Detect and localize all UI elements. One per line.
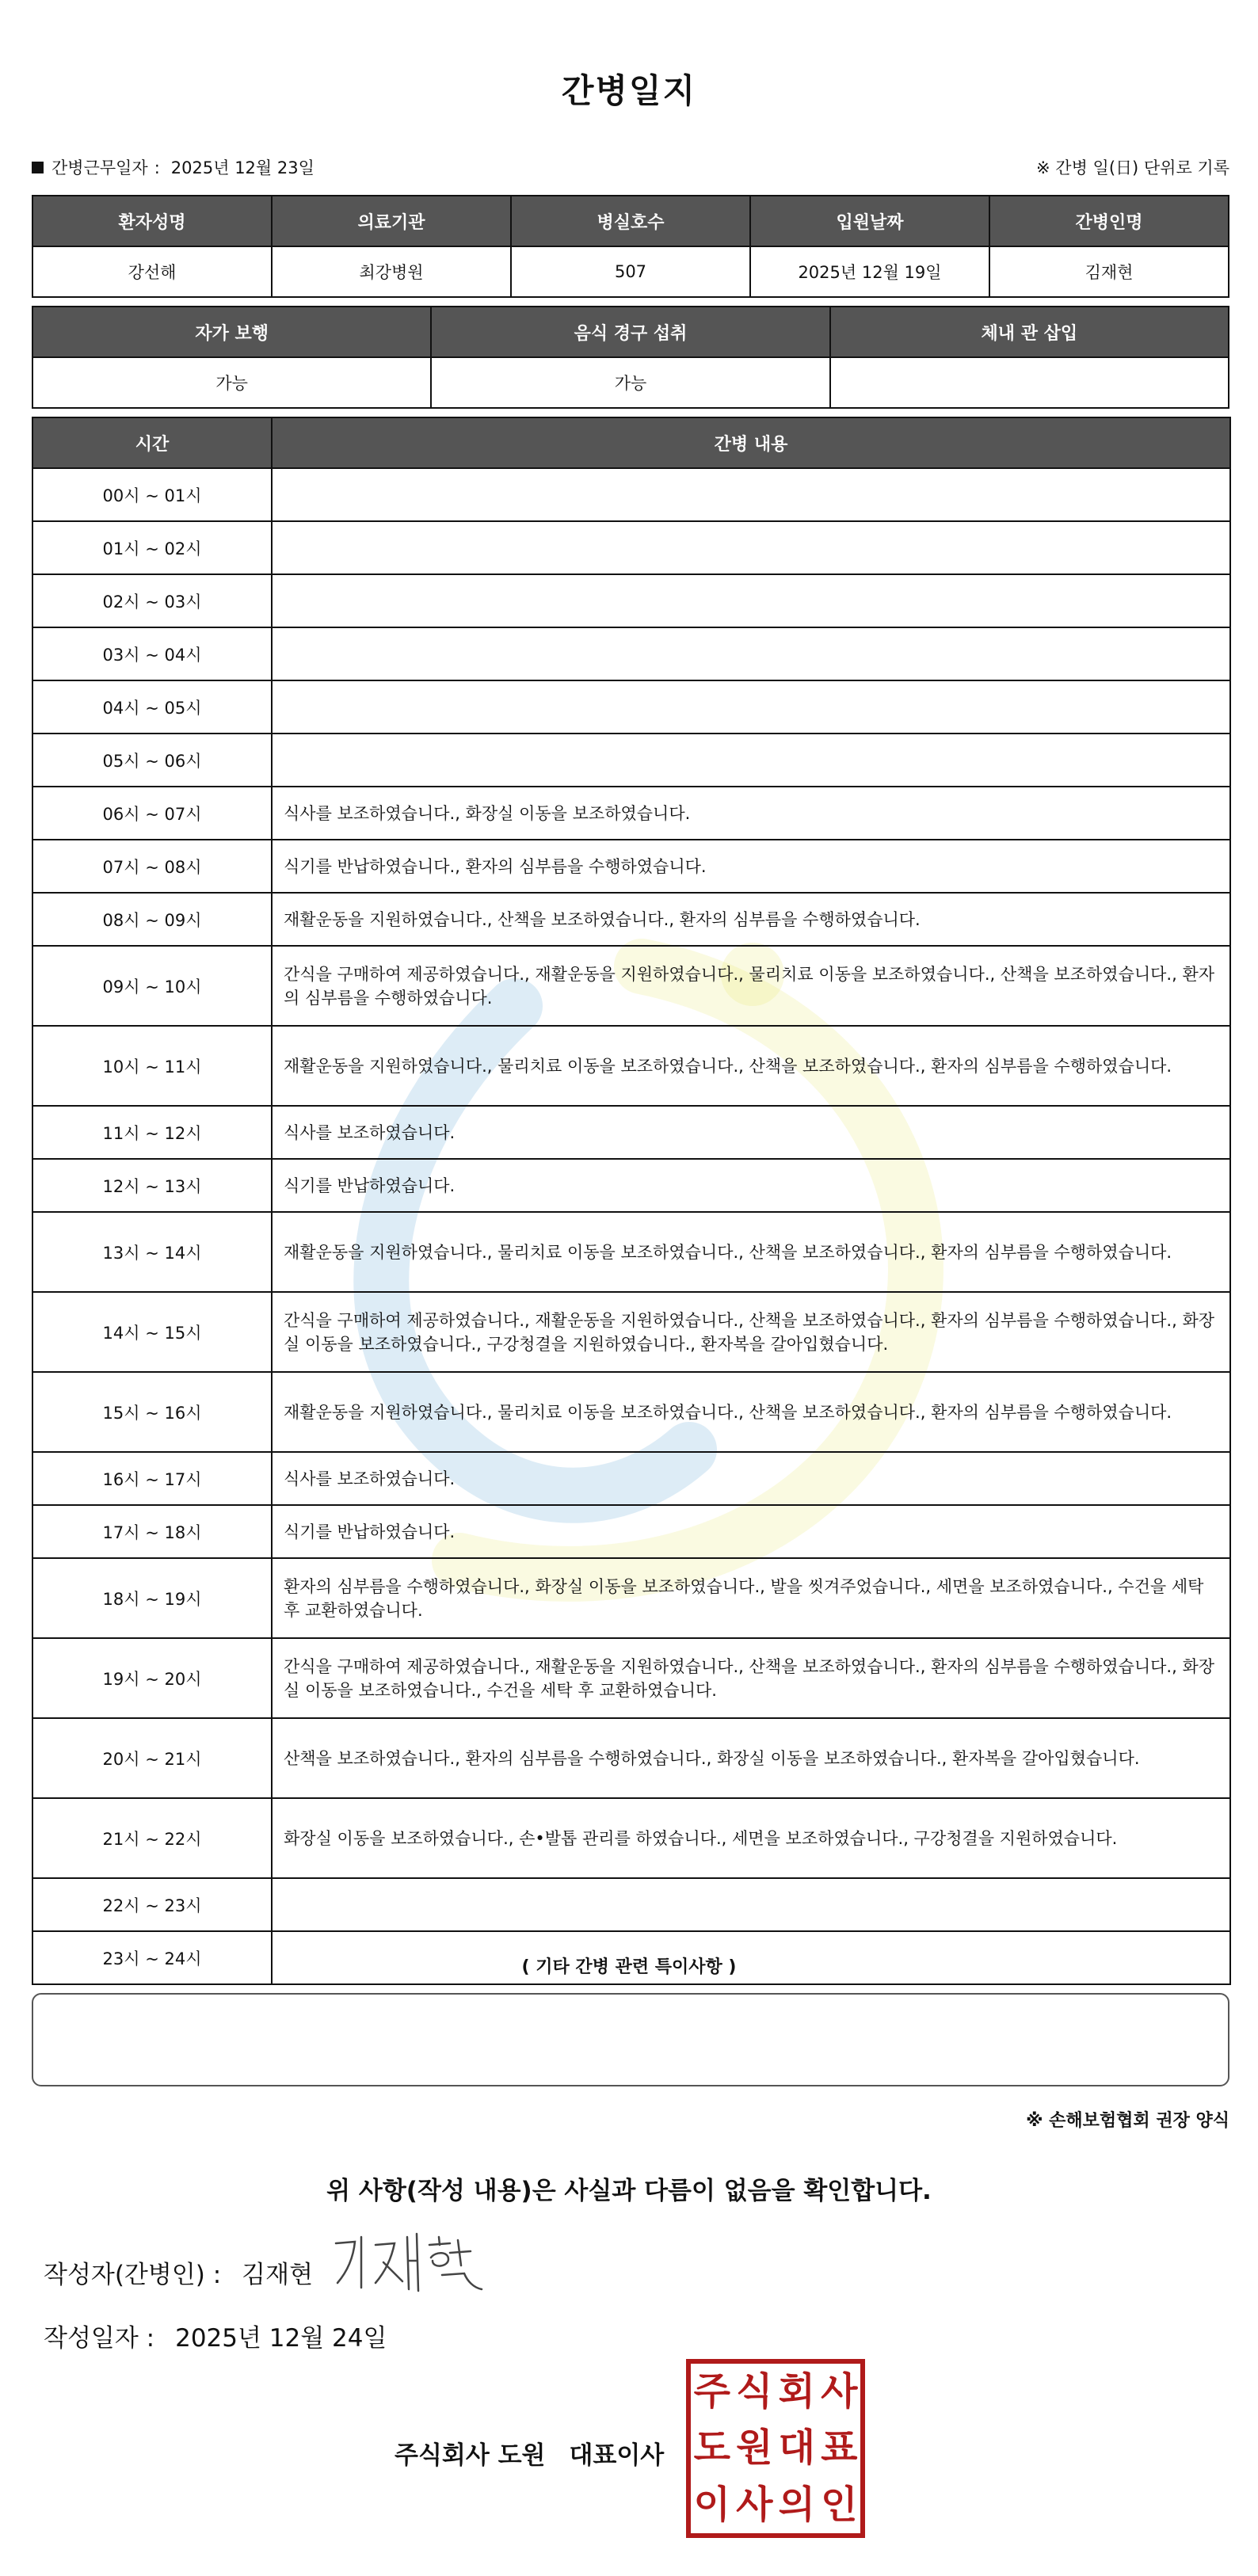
- content-cell: 재활운동을 지원하였습니다., 물리치료 이동을 보조하였습니다., 산책을 보조하였습니다., 환자의 심부름을 수행하였습니다.: [272, 1212, 1230, 1292]
- time-cell: 13시 ~ 14시: [32, 1212, 272, 1292]
- self-walking-value: 가능: [32, 357, 431, 408]
- content-cell: [272, 1878, 1230, 1931]
- header-cell: 입원날짜: [750, 196, 989, 246]
- time-cell: 16시 ~ 17시: [32, 1452, 272, 1505]
- separator: :: [154, 158, 160, 177]
- table-row: [32, 1159, 1230, 1212]
- seal-char: 사: [821, 2369, 858, 2414]
- time-cell: 11시 ~ 12시: [32, 1106, 272, 1159]
- table-row: [32, 1798, 1230, 1878]
- seal-char: 도: [693, 2425, 730, 2471]
- table-row: [32, 1212, 1230, 1292]
- content-cell: 식기를 반납하였습니다., 환자의 심부름을 수행하였습니다.: [272, 840, 1230, 893]
- company-seal: [686, 2359, 865, 2538]
- content-cell: 화장실 이동을 보조하였습니다., 손•발톱 관리를 하였습니다., 세면을 보조하였습니다., 구강청결을 지원하였습니다.: [272, 1798, 1230, 1878]
- header-cell: 음식 경구 섭취: [431, 307, 829, 357]
- company-title: 대표이사: [569, 2441, 665, 2470]
- company-name: 주식회사 도원: [395, 2441, 546, 2470]
- time-cell: 15시 ~ 16시: [32, 1372, 272, 1452]
- time-cell: 07시 ~ 08시: [32, 840, 272, 893]
- time-cell: 08시 ~ 09시: [32, 893, 272, 946]
- content-cell: 간식을 구매하여 제공하였습니다., 재활운동을 지원하였습니다., 산책을 보조하였습니다., 환자의 심부름을 수행하였습니다., 화장실 이동을 보조하였습니다., 수건을 세탁 후 교환하였습니다.: [272, 1638, 1230, 1718]
- content-cell: 식사를 보조하였습니다.: [272, 1106, 1230, 1159]
- seal-char: 주: [693, 2369, 730, 2414]
- content-cell: 재활운동을 지원하였습니다., 물리치료 이동을 보조하였습니다., 산책을 보조하였습니다., 환자의 심부름을 수행하였습니다.: [272, 1026, 1230, 1106]
- work-date: [32, 155, 314, 179]
- table-row: [32, 946, 1230, 1026]
- seal-char: 원: [736, 2425, 773, 2471]
- header-cell-time: 시간: [32, 417, 272, 468]
- seal-char: 식: [736, 2369, 773, 2414]
- content-cell: 간식을 구매하여 제공하였습니다., 재활운동을 지원하였습니다., 물리치료 이동을 보조하였습니다., 산책을 보조하였습니다., 환자의 심부름을 수행하였습니다.: [272, 946, 1230, 1026]
- content-cell: [272, 521, 1230, 574]
- content-cell: [272, 734, 1230, 787]
- header-cell: 체내 관 삽입: [830, 307, 1229, 357]
- writer-name: 김재현: [242, 2261, 314, 2289]
- caregiver-name: 김재현: [989, 246, 1229, 297]
- table-row: [32, 893, 1230, 946]
- time-cell: 21시 ~ 22시: [32, 1798, 272, 1878]
- patient-info-table: [32, 195, 1229, 298]
- table-row: [32, 1558, 1230, 1638]
- seal-char: 사: [736, 2482, 773, 2527]
- patient-status-table: [32, 306, 1229, 409]
- header-cell-content: 간병 내용: [272, 417, 1230, 468]
- meta-row: [32, 155, 1229, 179]
- table-row: [32, 627, 1230, 680]
- written-date: [44, 2318, 387, 2353]
- table-row: [32, 1505, 1230, 1558]
- time-cell: 02시 ~ 03시: [32, 574, 272, 627]
- page-title: 간병일지: [561, 71, 697, 110]
- record-note: ※ 간병 일(日) 단위로 기록: [1036, 158, 1229, 177]
- content-cell: 재활운동을 지원하였습니다., 산책을 보조하였습니다., 환자의 심부름을 수행하였습니다.: [272, 893, 1230, 946]
- company-signature: [395, 2435, 664, 2471]
- header-cell: 간병인명: [989, 196, 1229, 246]
- content-cell: 식기를 반납하였습니다.: [272, 1159, 1230, 1212]
- table-row: [32, 1718, 1230, 1798]
- work-date-label: 간병근무일자: [51, 158, 148, 177]
- notes-title: ( 기타 간병 관련 특이사항 ): [521, 1957, 737, 1977]
- time-cell: 01시 ~ 02시: [32, 521, 272, 574]
- oral-intake-value: 가능: [431, 357, 829, 408]
- admission-date: 2025년 12월 19일: [750, 246, 989, 297]
- time-cell: 17시 ~ 18시: [32, 1505, 272, 1558]
- time-cell: 14시 ~ 15시: [32, 1292, 272, 1372]
- table-row: [32, 1638, 1230, 1718]
- content-cell: [272, 468, 1230, 521]
- written-date-label: 작성일자 :: [44, 2324, 155, 2353]
- patient-name: 강선해: [32, 246, 272, 297]
- writer: [44, 2254, 313, 2290]
- table-row: [32, 787, 1230, 840]
- content-cell: 산책을 보조하였습니다., 환자의 심부름을 수행하였습니다., 화장실 이동을 보조하였습니다., 환자복을 갈아입혔습니다.: [272, 1718, 1230, 1798]
- content-cell: [272, 574, 1230, 627]
- header-cell: 환자성명: [32, 196, 272, 246]
- care-log-table: [32, 417, 1231, 1985]
- header-cell: 의료기관: [272, 196, 511, 246]
- table-row: [32, 1106, 1230, 1159]
- time-cell: 10시 ~ 11시: [32, 1026, 272, 1106]
- seal-char: 의: [778, 2482, 815, 2527]
- time-cell: 20시 ~ 21시: [32, 1718, 272, 1798]
- time-cell: 06시 ~ 07시: [32, 787, 272, 840]
- header-cell: 병실호수: [511, 196, 750, 246]
- time-cell: 23시 ~ 24시: [32, 1931, 272, 1984]
- time-cell: 12시 ~ 13시: [32, 1159, 272, 1212]
- time-cell: 04시 ~ 05시: [32, 680, 272, 734]
- work-date-value: 2025년 12월 23일: [170, 158, 314, 177]
- table-row: [32, 1878, 1230, 1931]
- content-cell: 식기를 반납하였습니다.: [272, 1505, 1230, 1558]
- table-row: [32, 840, 1230, 893]
- room-number: 507: [511, 246, 750, 297]
- time-cell: 22시 ~ 23시: [32, 1878, 272, 1931]
- table-row: [32, 1026, 1230, 1106]
- square-bullet-icon: [32, 162, 44, 173]
- time-cell: 18시 ~ 19시: [32, 1558, 272, 1638]
- seal-char: 인: [821, 2482, 858, 2527]
- header-cell: 자가 보행: [32, 307, 431, 357]
- writer-label: 작성자(간병인) :: [44, 2261, 222, 2289]
- time-cell: 03시 ~ 04시: [32, 627, 272, 680]
- time-cell: 19시 ~ 20시: [32, 1638, 272, 1718]
- content-cell: [272, 627, 1230, 680]
- content-cell: 식사를 보조하였습니다., 화장실 이동을 보조하였습니다.: [272, 787, 1230, 840]
- time-cell: 09시 ~ 10시: [32, 946, 272, 1026]
- table-row: [32, 574, 1230, 627]
- table-row: [32, 521, 1230, 574]
- handwritten-signature: [331, 2226, 490, 2297]
- seal-char: 대: [778, 2425, 815, 2471]
- content-cell: 환자의 심부름을 수행하였습니다., 화장실 이동을 보조하였습니다., 발을 씻겨주었습니다., 세면을 보조하였습니다., 수건을 세탁 후 교환하였습니다.: [272, 1558, 1230, 1638]
- table-row: [32, 680, 1230, 734]
- time-cell: 05시 ~ 06시: [32, 734, 272, 787]
- hospital-name: 최강병원: [272, 246, 511, 297]
- seal-char: 표: [821, 2425, 858, 2471]
- written-date-value: 2025년 12월 24일: [175, 2324, 387, 2353]
- seal-char: 이: [693, 2482, 730, 2527]
- care-log-body: [32, 468, 1230, 1984]
- table-row: [32, 1292, 1230, 1372]
- confirm-statement: 위 사항(작성 내용)은 사실과 다름이 없음을 확인합니다.: [326, 2177, 932, 2205]
- tube-insertion-value: [830, 357, 1229, 408]
- table-row: [32, 1372, 1230, 1452]
- recommend-note: ※ 손해보험협회 권장 양식: [1026, 2111, 1229, 2131]
- content-cell: [272, 680, 1230, 734]
- content-cell: 재활운동을 지원하였습니다., 물리치료 이동을 보조하였습니다., 산책을 보조하였습니다., 환자의 심부름을 수행하였습니다.: [272, 1372, 1230, 1452]
- seal-char: 회: [778, 2369, 815, 2414]
- table-row: [32, 734, 1230, 787]
- time-cell: 00시 ~ 01시: [32, 468, 272, 521]
- notes-box: [32, 1993, 1229, 2086]
- content-cell: 간식을 구매하여 제공하였습니다., 재활운동을 지원하였습니다., 산책을 보조하였습니다., 환자의 심부름을 수행하였습니다., 화장실 이동을 보조하였습니다., 구강청결을 지원하였습니다., 환자복을 갈아입혔습니다.: [272, 1292, 1230, 1372]
- table-row: [32, 1452, 1230, 1505]
- content-cell: 식사를 보조하였습니다.: [272, 1452, 1230, 1505]
- table-row: [32, 468, 1230, 521]
